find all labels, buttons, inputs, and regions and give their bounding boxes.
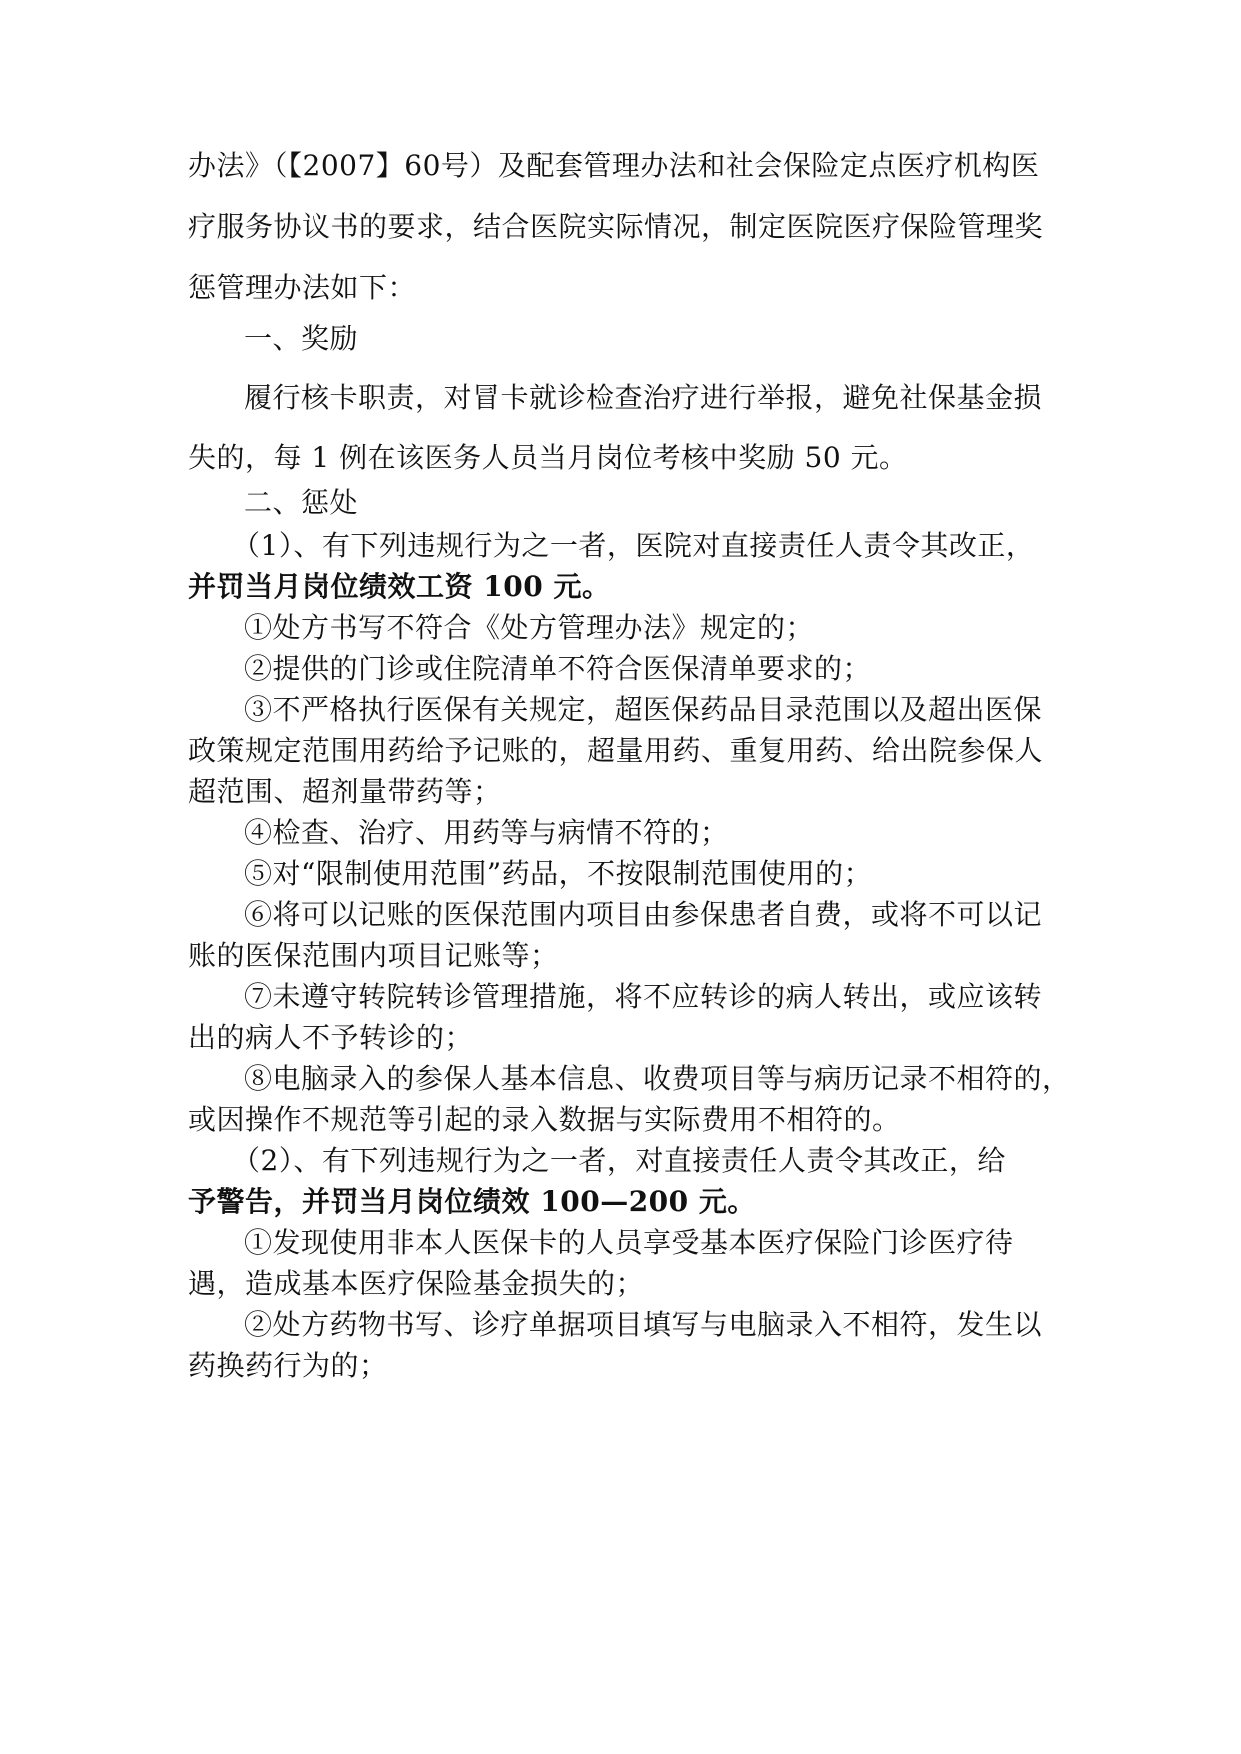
list-item-continuation: 遇，造成基本医疗保险基金损失的；	[188, 1267, 645, 1300]
list-item-continuation: 超范围、超剂量带药等；	[188, 775, 502, 808]
list-item: ②提供的门诊或住院清单不符合医保清单要求的；	[244, 652, 872, 685]
body-text-line: 疗服务协议书的要求，结合医院实际情况，制定医院医疗保险管理奖	[188, 210, 1044, 243]
body-text-line: 予警告，并罚当月岗位绩效 100—200 元。	[188, 1185, 756, 1218]
list-item: ④检查、治疗、用药等与病情不符的；	[244, 816, 729, 849]
section-heading-penalty: 二、惩处	[244, 486, 359, 519]
list-item-continuation: 账的医保范围内项目记账等；	[188, 939, 559, 972]
list-item: ⑥将可以记账的医保范围内项目由参保患者自费，或将不可以记	[244, 898, 1043, 931]
body-text-line: 履行核卡职责，对冒卡就诊检查治疗进行举报，避免社保基金损	[244, 381, 1043, 414]
section-heading-reward: 一、奖励	[244, 322, 359, 355]
list-item: ⑦未遵守转院转诊管理措施，将不应转诊的病人转出，或应该转	[244, 980, 1043, 1013]
body-text-line: 办法》（【2007】60号）及配套管理办法和社会保险定点医疗机构医	[188, 149, 1040, 182]
body-text-line: （1）、有下列违规行为之一者，医院对直接责任人责令其改正，	[232, 529, 1035, 562]
list-item: ②处方药物书写、诊疗单据项目填写与电脑录入不相符，发生以	[244, 1308, 1043, 1341]
list-item-continuation: 出的病人不予转诊的；	[188, 1021, 474, 1054]
list-item: ⑧电脑录入的参保人基本信息、收费项目等与病历记录不相符的，	[244, 1062, 1071, 1095]
list-item: ①发现使用非本人医保卡的人员享受基本医疗保险门诊医疗待	[244, 1226, 1014, 1259]
list-item-continuation: 或因操作不规范等引起的录入数据与实际费用不相符的。	[188, 1103, 901, 1136]
body-text-line: 惩管理办法如下：	[188, 271, 417, 304]
body-text-line: （2）、有下列违规行为之一者，对直接责任人责令其改正，给	[232, 1144, 1006, 1177]
list-item: ③不严格执行医保有关规定，超医保药品目录范围以及超出医保	[244, 693, 1043, 726]
list-item-continuation: 政策规定范围用药给予记账的，超量用药、重复用药、给出院参保人	[188, 734, 1044, 767]
body-text-line: 失的，每 1 例在该医务人员当月岗位考核中奖励 50 元。	[188, 441, 908, 474]
list-item: ①处方书写不符合《处方管理办法》规定的；	[244, 611, 815, 644]
list-item: ⑤对“限制使用范围”药品，不按限制范围使用的；	[244, 857, 873, 890]
body-text-line: 并罚当月岗位绩效工资 100 元。	[188, 570, 611, 603]
list-item-continuation: 药换药行为的；	[188, 1349, 388, 1382]
